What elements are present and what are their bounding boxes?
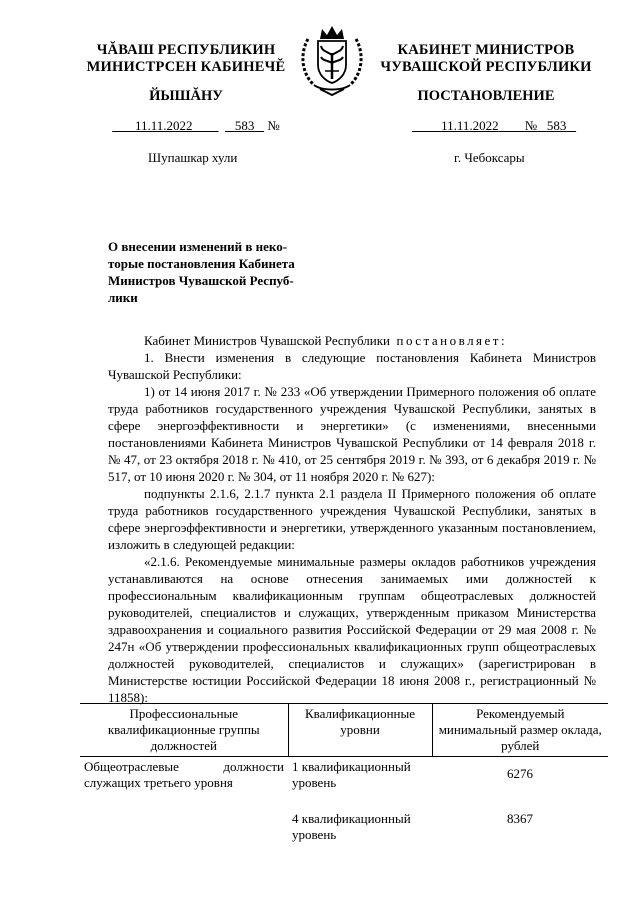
document-subject (108, 238, 314, 306)
decree-word: постановляет: (396, 333, 508, 348)
number-left: 583 (234, 118, 255, 133)
header-right-kind: ПОСТАНОВЛЕНИЕ (417, 88, 555, 104)
table-row (80, 757, 608, 794)
paragraph-1: 1. Внести изменения в следующие постановления Кабинета Министров Чувашской Республики: (108, 350, 596, 382)
date-left: 11.11.2022 (135, 118, 193, 133)
subject-line: О внесении изменений в неко- (108, 239, 288, 254)
header-right-line2: ЧУВАШСКОЙ РЕСПУБЛИКИ (380, 59, 592, 75)
place-right: г. Чебоксары (454, 150, 525, 165)
subject-line: лики (108, 290, 138, 305)
header-left-line2: МИНИСТРСЕН КАБИНЕЧĔ (86, 59, 286, 75)
cell-level: 4 квалификационный уровень (292, 811, 411, 842)
salary-table (80, 703, 608, 845)
date-number-left (88, 118, 304, 134)
header-right-line1: КАБИНЕТ МИНИСТРОВ (397, 42, 575, 58)
intro-paragraph (108, 332, 596, 349)
cell-group: Общеотраслевые должности служащих третьего уровня (84, 759, 284, 790)
header-left-line1: ЧĂВАШ РЕСПУБЛИКИН (96, 42, 276, 58)
place-left: Шупашкар хули (148, 150, 238, 165)
emblem-icon (298, 21, 366, 97)
table-header-row (80, 704, 608, 757)
table-row (80, 793, 608, 845)
document-body (108, 332, 596, 706)
coat-of-arms-emblem (298, 21, 366, 97)
date-right: 11.11.2022 (441, 118, 499, 133)
paragraph-3: подпункты 2.1.6, 2.1.7 пункта 2.1 раздела II Примерного положения об оплате труда работников государственного учреждения Чувашской Республики, занятых в сфере энергоэффективности и энергетики, утвержденного указанным постановлением, изложить в следующей редакции: (108, 486, 596, 552)
cell-level: 1 квалификационный уровень (292, 759, 411, 790)
number-right: № 583 (524, 118, 567, 133)
no-sign-left: № (267, 118, 280, 133)
cell-salary: 6276 (507, 766, 533, 781)
intro-text: Кабинет Министров Чувашской Республики (144, 333, 390, 348)
cell-group (80, 793, 288, 845)
header-left-title (80, 42, 292, 76)
header-levels: Квалификационные уровни (288, 704, 432, 757)
subject-line: Министров Чувашской Респуб- (108, 273, 294, 288)
paragraph-4: «2.1.6. Рекомендуемые минимальные размеры окладов работников учреждения устанавливаются на основе отнесения занимаемых ими должностей к профессиональным квалификационным группам общеотраслевых должностей руководителей, специалистов и служащих, утвержденным приказом Министерства здравоохранения и социального развития Российской Федерации от 29 мая 2008 г. № 247н «Об утверждении профессиональных квалификационных групп общеотраслевых должностей руководителей, специалистов и служащих» (зарегистрирован в Министерстве юстиции Российской Федерации 18 июня 2008 г., регистрационный № 11858): (108, 554, 596, 705)
header-right-title (380, 42, 592, 76)
date-number-right (386, 118, 602, 134)
paragraph-2: 1) от 14 июня 2017 г. № 233 «Об утверждении Примерного положения об оплате труда работников государственного учреждения Чувашской Республики, занятых в сфере энергоэффективности и энергетики» (с изменениями, внесенными постановлениями Кабинета Министров Чувашской Республики от 14 февраля 2018 г. № 47, от 23 октября 2018 г. № 410, от 25 сентября 2019 г. № 393, от 6 декабря 2019 г. № 517, от 10 июня 2020 г. № 304, от 11 ноября 2020 г. № 627): (108, 384, 596, 484)
header-left-kind: ЙЫШĂНУ (149, 88, 223, 104)
header-groups: Профессиональные квалификационные группы должностей (80, 704, 288, 757)
cell-salary: 8367 (507, 811, 533, 826)
salary-table-wrap (80, 703, 608, 845)
header-salary: Рекомендуемый минимальный размер оклада, рублей (432, 704, 608, 757)
subject-line: торые постановления Кабинета (108, 256, 295, 271)
